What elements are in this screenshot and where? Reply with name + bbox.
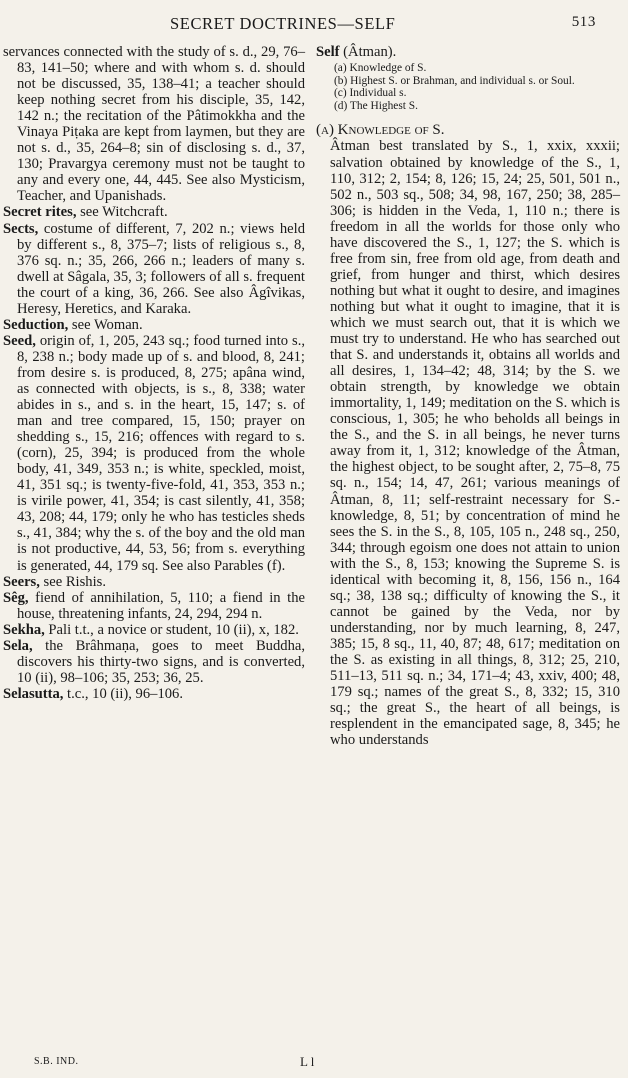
page-footer (0, 1054, 628, 1070)
subdivision-a: (a) Knowledge of S. (334, 62, 427, 75)
index-entry-secret-rites: Secret rites, see Witchcraft. (3, 204, 168, 221)
subdivision-b: (b) Highest S. or Brahman, and individual s. or Soul. (334, 74, 575, 87)
subdivision-c: (c) Individual s. (334, 87, 407, 100)
right-column (316, 44, 620, 748)
page-number: 513 (571, 14, 596, 30)
section-body-knowledge: Âtman best translated by S., 1, xxix, xxxii; salvation obtained by knowledge of the S., 1, 110, 312; 2, 154; 8, 126; 15, 24; 25, 501, 501 n., 502 n., 503 sq., 508; 34, 98, 167, 250; 38, 285–306; is hidden in the Veda, 1, 110 n.; there is freedom in all the worlds for those only who have discovered the S., 1, 127; the S. which is free from sin, free from old age, from death and grief, from hunger and thirst, which desires nothing but what it ought to desire, and imagines nothing but what it ought to imagine, that it is which we must search out, that it is which we must try to understand. He who has searched out that S. and understands it, obtains all worlds and all desires, 1, 134–42; 48, 314; by the S. we obtain strength, by knowledge we obtain immortality, 1, 149; meditation on the S. which is conscious, 1, 305; he who beholds all beings in the S., and the S. in all beings, he never turns away from it, 1, 312; knowledge of the Âtman, the highest object, to be sought after, 2, 75–8, 75 sq. n., 154; 14, 47, 261; various meanings of Âtman, 8, 11; self-restraint necessary for S.-knowledge, 8, 51; by concentration of mind he sees the S. in the S., 8, 105, 105 n., 248 sq., 250, 344; through egoism one does not attain to union with the S., 8, 153; knowing the Supreme S. is identical with becoming it, 8, 156, 156 n., 164 sq.; 38, 138 sq.; difficulty of knowing the S., it cannot be gained by the Veda, nor by understanding, nor by much learning, 8, 247, 385; 15, 8 sq., 11, 40, 87; 48, 617; meditation on the S. as existing in all things, 8, 312; 25, 210, 511–13, 511 sq. n.; 34, 171–4; 43, xxiv, 400; 48, 179 sq.; names of the great S., 8, 332; 15, 310 sq.; the great S., the heart of all beings, is resplendent in the emancipated sage, 8, 345; he who understands (330, 138, 620, 749)
left-column (3, 44, 305, 702)
index-entry-seg: Sêg, fiend of annihilation, 5, 110; a fiend in the house, threatening infants, 24, 294, 294 n. (3, 589, 305, 622)
index-entry-continuation: servances connected with the study of s. d., 29, 76–83, 141–50; where and with whom s. d. should not be discussed, 35, 138–41; a teacher should keep nothing secret from his disciple, 35, 142, 142 n.; the recitation of the Pâtimokkha and the Vinaya Piṭaka are kept from laymen, but they are not s. d., 35, 264–8; sin of disclosing s. d., 37, 130; Pravargya ceremony must not be taught to any and every one, 44, 445. See also Mysticism, Teacher, and Upanishads. (3, 44, 305, 205)
index-entry-self: Self (Âtman). (316, 44, 397, 60)
index-entry-seed: Seed, origin of, 1, 205, 243 sq.; food turned into s., 8, 238 n.; body made up of s. and blood, 8, 241; from desire s. is produced, 8, 275; apâna wind, as connected with objects, is s., 8, 338; water abides in s., and s. in the heart, 15, 147; s. of man and tree compared, 15, 150; prayer on shedding s., 15, 216; offences with regard to s. (corn), 25, 394; is produced from the whole body, 41, 349, 353 n.; is white, speckled, moist, 41, 351 sq.; is twenty-five-fold, 41, 353, 353 n.; is virile power, 41, 354; is cast silently, 41, 358; 43, 208; 44, 179; only he who has testicles sheds s., 41, 384; why the s. of the boy and the old man is not productive, 44, 53, 56; from s. everything is generated, 44, 179 sq. See also Parables (f). (3, 332, 305, 574)
running-title: SECRET DOCTRINES—SELF (170, 14, 396, 33)
signature-mark: S.B. IND. (34, 1056, 79, 1067)
index-entry-sela: Sela, the Brâhmaṇa, goes to meet Buddha, discovers his thirty-two signs, and is converted, 10 (ii), 98–106; 35, 253; 36, 25. (3, 637, 305, 686)
running-header (170, 14, 610, 36)
gathering-mark: L l (300, 1054, 315, 1069)
index-entry-seers: Seers, see Rishis. (3, 573, 106, 590)
section-heading-knowledge: (a) Knowledge of S. (316, 122, 445, 139)
subdivision-d: (d) The Highest S. (334, 99, 418, 112)
index-entry-seduction: Seduction, see Woman. (3, 316, 143, 333)
index-entry-sekha: Sekha, Pali t.t., a novice or student, 10 (ii), x, 182. (3, 621, 299, 638)
self-subdivision-list (334, 62, 620, 112)
index-entry-selasutta: Selasutta, t.c., 10 (ii), 96–106. (3, 685, 183, 702)
index-entry-sects: Sects, costume of different, 7, 202 n.; views held by different s., 8, 375–7; lists of religious s., 8, 376 sq. n.; 35, 266, 266 n.; leaders of many s. dwell at Sâgala, 35, 3; followers of all s. frequent the court of a king, 36, 266. See also Âgîvikas, Heresy, Heretics, and Karaka. (3, 220, 305, 317)
